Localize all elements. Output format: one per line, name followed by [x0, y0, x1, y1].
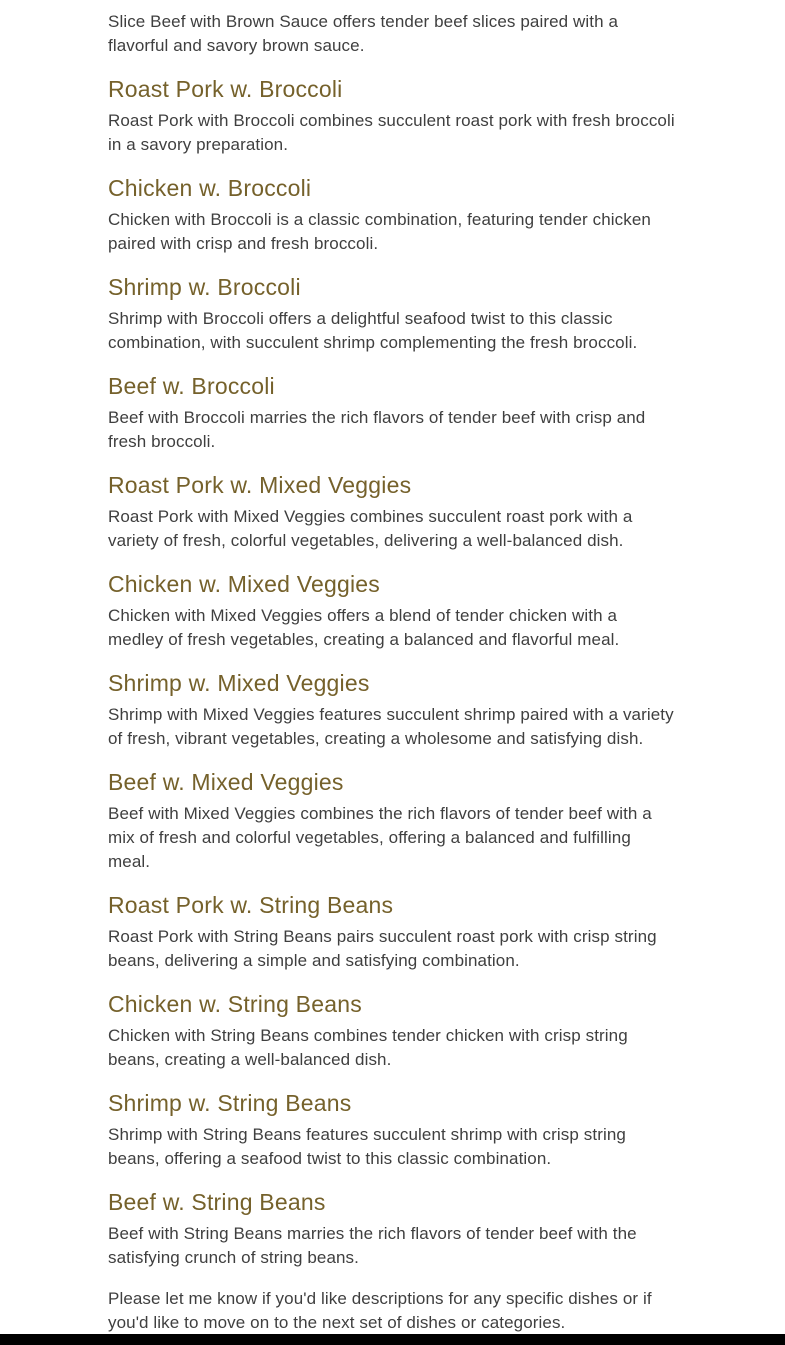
bottom-bar [0, 1334, 785, 1345]
dish-description: Shrimp with Broccoli offers a delightful seafood twist to this classic combination, with succulent shrimp complementing the fresh broccoli. [108, 309, 638, 352]
dish-description: Chicken with String Beans combines tender chicken with crisp string beans, creating a well-balanced dish. [108, 1026, 628, 1069]
dish-description: Shrimp with Mixed Veggies features succulent shrimp paired with a variety of fresh, vibrant vegetables, creating a wholesome and satisfying dish. [108, 705, 674, 748]
dish-section [108, 174, 675, 256]
dish-description: Beef with Mixed Veggies combines the rich flavors of tender beef with a mix of fresh and colorful vegetables, offering a balanced and fulfilling meal. [108, 804, 652, 871]
dish-description: Beef with String Beans marries the rich flavors of tender beef with the satisfying crunch of string beans. [108, 1224, 637, 1267]
dish-title: Beef w. String Beans [108, 1189, 326, 1215]
dish-description: Roast Pork with String Beans pairs succulent roast pork with crisp string beans, delivering a simple and satisfying combination. [108, 927, 657, 970]
dish-section [108, 1188, 675, 1270]
dish-title: Chicken w. Broccoli [108, 175, 312, 201]
dish-title: Roast Pork w. String Beans [108, 892, 394, 918]
dish-description: Roast Pork with Broccoli combines succulent roast pork with fresh broccoli in a savory preparation. [108, 111, 675, 154]
dish-title: Roast Pork w. Mixed Veggies [108, 472, 412, 498]
dish-section [108, 891, 675, 973]
dish-section [108, 471, 675, 553]
dish-section [108, 1089, 675, 1171]
dish-section [108, 372, 675, 454]
dish-description: Beef with Broccoli marries the rich flavors of tender beef with crisp and fresh broccoli. [108, 408, 646, 451]
dish-title: Beef w. Broccoli [108, 373, 275, 399]
dish-description: Chicken with Broccoli is a classic combination, featuring tender chicken paired with crisp and fresh broccoli. [108, 210, 651, 253]
dish-description-fragment: Slice Beef with Brown Sauce offers tender beef slices paired with a flavorful and savory brown sauce. [108, 12, 619, 55]
dish-section [108, 273, 675, 355]
dish-title: Chicken w. Mixed Veggies [108, 571, 380, 597]
dish-section [108, 990, 675, 1072]
closing-note: Please let me know if you'd like descriptions for any specific dishes or if you'd like to move on to the next set of dishes or categories. [108, 1289, 652, 1332]
dish-title: Roast Pork w. Broccoli [108, 76, 343, 102]
dish-section [108, 570, 675, 652]
dish-description: Chicken with Mixed Veggies offers a blend of tender chicken with a medley of fresh vegetables, creating a balanced and flavorful meal. [108, 606, 620, 649]
dish-section [108, 669, 675, 751]
dish-title: Shrimp w. String Beans [108, 1090, 352, 1116]
dish-title: Beef w. Mixed Veggies [108, 769, 344, 795]
dish-section [108, 768, 675, 874]
dish-description: Shrimp with String Beans features succulent shrimp with crisp string beans, offering a seafood twist to this classic combination. [108, 1125, 626, 1168]
dish-title: Shrimp w. Mixed Veggies [108, 670, 370, 696]
dish-title: Shrimp w. Broccoli [108, 274, 301, 300]
dish-section [108, 75, 675, 157]
dish-description: Roast Pork with Mixed Veggies combines succulent roast pork with a variety of fresh, colorful vegetables, delivering a well-balanced dish. [108, 507, 633, 550]
dish-title: Chicken w. String Beans [108, 991, 362, 1017]
menu-list [108, 0, 675, 1335]
